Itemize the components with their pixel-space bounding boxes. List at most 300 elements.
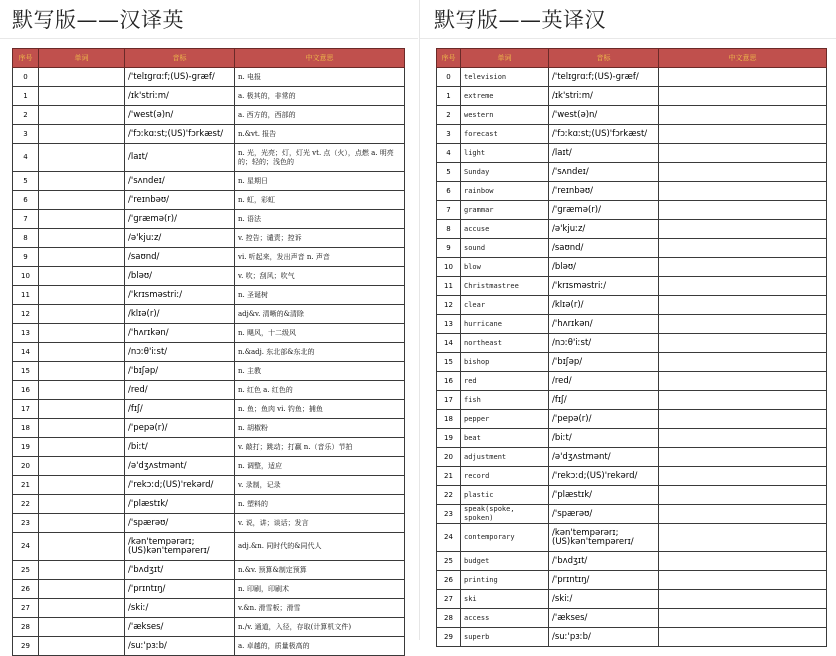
table-row <box>437 296 827 315</box>
word-cell <box>39 419 125 438</box>
word-cell <box>39 599 125 618</box>
index-cell: 11 <box>437 277 461 296</box>
word-cell: extreme <box>461 87 549 106</box>
word-cell <box>39 248 125 267</box>
phonetic-cell: /'sʌndeɪ/ <box>549 163 659 182</box>
table-row <box>437 239 827 258</box>
word-cell <box>39 87 125 106</box>
meaning-cell <box>659 220 827 239</box>
phonetic-cell: /'krɪsməstriː/ <box>549 277 659 296</box>
table-row <box>13 599 405 618</box>
table-row <box>437 448 827 467</box>
table-row <box>437 353 827 372</box>
index-cell: 25 <box>13 561 39 580</box>
index-cell: 23 <box>13 514 39 533</box>
index-cell: 2 <box>437 106 461 125</box>
table-row <box>437 258 827 277</box>
vocab-table <box>12 48 405 656</box>
table-row <box>13 381 405 400</box>
phonetic-cell: /'krɪsməstriː/ <box>125 286 235 305</box>
meaning-cell <box>659 125 827 144</box>
meaning-cell <box>659 258 827 277</box>
index-cell: 18 <box>13 419 39 438</box>
meaning-cell: adj.&n. 同时代的&同代人 <box>235 533 405 561</box>
table-row <box>437 429 827 448</box>
table-row <box>13 125 405 144</box>
meaning-cell: n.&v. 预算&制定预算 <box>235 561 405 580</box>
word-cell: forecast <box>461 125 549 144</box>
meaning-cell: v. 吹；刮风；吹气 <box>235 267 405 286</box>
phonetic-cell: /red/ <box>125 381 235 400</box>
word-cell <box>39 267 125 286</box>
meaning-cell <box>659 239 827 258</box>
index-cell: 7 <box>437 201 461 220</box>
word-cell: sound <box>461 239 549 258</box>
word-cell <box>39 561 125 580</box>
table-row <box>437 315 827 334</box>
word-cell: contemporary <box>461 524 549 552</box>
index-cell: 1 <box>437 87 461 106</box>
column-header: 单词 <box>39 49 125 68</box>
column-header: 序号 <box>13 49 39 68</box>
index-cell: 5 <box>13 172 39 191</box>
table-row <box>437 410 827 429</box>
meaning-cell <box>659 144 827 163</box>
meaning-cell <box>659 334 827 353</box>
phonetic-cell: /'west(ə)n/ <box>549 106 659 125</box>
phonetic-cell: /red/ <box>549 372 659 391</box>
column-header: 序号 <box>437 49 461 68</box>
index-cell: 25 <box>437 552 461 571</box>
phonetic-cell: /'bʌdʒɪt/ <box>125 561 235 580</box>
table-row <box>437 609 827 628</box>
column-header: 音标 <box>125 49 235 68</box>
meaning-cell: n. 圣诞树 <box>235 286 405 305</box>
index-cell: 12 <box>13 305 39 324</box>
index-cell: 0 <box>437 68 461 87</box>
meaning-cell: n. 印刷，印刷术 <box>235 580 405 599</box>
index-cell: 13 <box>13 324 39 343</box>
phonetic-cell: /laɪt/ <box>549 144 659 163</box>
table-row <box>13 637 405 656</box>
table-row <box>13 400 405 419</box>
meaning-cell <box>659 429 827 448</box>
phonetic-cell: /nɔːθ'iːst/ <box>549 334 659 353</box>
word-cell: adjustment <box>461 448 549 467</box>
word-cell <box>39 191 125 210</box>
index-cell: 6 <box>437 182 461 201</box>
meaning-cell: n. 电报 <box>235 68 405 87</box>
index-cell: 2 <box>13 106 39 125</box>
phonetic-cell: /'prɪntɪŋ/ <box>549 571 659 590</box>
word-cell <box>39 172 125 191</box>
word-cell: pepper <box>461 410 549 429</box>
meaning-cell <box>659 391 827 410</box>
index-cell: 26 <box>13 580 39 599</box>
meaning-cell <box>659 315 827 334</box>
phonetic-cell: /'reɪnbəʊ/ <box>549 182 659 201</box>
phonetic-cell: /ə'kjuːz/ <box>125 229 235 248</box>
word-cell <box>39 68 125 87</box>
meaning-cell: v. 说，讲；谈话；发言 <box>235 514 405 533</box>
table-row <box>437 144 827 163</box>
index-cell: 5 <box>437 163 461 182</box>
index-cell: 0 <box>13 68 39 87</box>
phonetic-cell: /ə'dʒʌstmənt/ <box>549 448 659 467</box>
meaning-cell: n.&adj. 东北部&东北的 <box>235 343 405 362</box>
table-row <box>13 106 405 125</box>
word-cell <box>39 229 125 248</box>
word-cell: light <box>461 144 549 163</box>
meaning-cell <box>659 571 827 590</box>
phonetic-cell: /'fɔːkɑːst;(US)'fɔrkæst/ <box>549 125 659 144</box>
meaning-cell <box>659 353 827 372</box>
table-row <box>13 580 405 599</box>
meaning-cell <box>659 628 827 647</box>
meaning-cell: v.&n. 滑雪板；滑雪 <box>235 599 405 618</box>
table-row <box>13 87 405 106</box>
index-cell: 6 <box>13 191 39 210</box>
meaning-cell: a. 极其的，非常的 <box>235 87 405 106</box>
table-row <box>13 324 405 343</box>
table-row <box>13 248 405 267</box>
table-row <box>437 201 827 220</box>
index-cell: 14 <box>437 334 461 353</box>
column-header: 中文意思 <box>235 49 405 68</box>
meaning-cell: adj&v. 清晰的&清除 <box>235 305 405 324</box>
phonetic-cell: /saʊnd/ <box>125 248 235 267</box>
meaning-cell <box>659 410 827 429</box>
table-row <box>13 305 405 324</box>
index-cell: 27 <box>437 590 461 609</box>
meaning-cell <box>659 448 827 467</box>
meaning-cell <box>659 182 827 201</box>
word-cell <box>39 305 125 324</box>
meaning-cell: n. 语法 <box>235 210 405 229</box>
meaning-cell <box>659 372 827 391</box>
index-cell: 12 <box>437 296 461 315</box>
index-cell: 20 <box>13 457 39 476</box>
table-row <box>13 362 405 381</box>
phonetic-cell: /kən'tempərərɪ;(US)kən'tempərerɪ/ <box>549 524 659 552</box>
meaning-cell <box>659 486 827 505</box>
table-row <box>13 210 405 229</box>
phonetic-cell: /'hʌrɪkən/ <box>125 324 235 343</box>
phonetic-cell: /fɪʃ/ <box>125 400 235 419</box>
index-cell: 11 <box>13 286 39 305</box>
table-row <box>437 628 827 647</box>
phonetic-cell: /'west(ə)n/ <box>125 106 235 125</box>
table-row <box>437 391 827 410</box>
meaning-cell <box>659 524 827 552</box>
meaning-cell: n. 虹，彩虹 <box>235 191 405 210</box>
phonetic-cell: /'plæstɪk/ <box>125 495 235 514</box>
table-row <box>437 334 827 353</box>
word-cell <box>39 495 125 514</box>
phonetic-cell: /fɪʃ/ <box>549 391 659 410</box>
word-cell: Sunday <box>461 163 549 182</box>
index-cell: 9 <box>437 239 461 258</box>
meaning-cell: vi. 听起来，发出声音 n. 声音 <box>235 248 405 267</box>
word-cell: bishop <box>461 353 549 372</box>
meaning-cell: n. 光，光亮；灯，灯光 vt. 点（火），点燃 a. 明亮的；轻的；浅色的 <box>235 144 405 172</box>
word-cell: hurricane <box>461 315 549 334</box>
index-cell: 9 <box>13 248 39 267</box>
meaning-cell <box>659 163 827 182</box>
phonetic-cell: /suː'pɜːb/ <box>549 628 659 647</box>
table-row <box>13 561 405 580</box>
meaning-cell: a. 卓越的，质量极高的 <box>235 637 405 656</box>
phonetic-cell: /kən'tempərərɪ;(US)kən'tempərerɪ/ <box>125 533 235 561</box>
meaning-cell <box>659 552 827 571</box>
table-row <box>13 476 405 495</box>
title-divider <box>420 38 836 39</box>
word-cell: Christmastree <box>461 277 549 296</box>
word-cell: rainbow <box>461 182 549 201</box>
vocab-table <box>436 48 827 647</box>
index-cell: 29 <box>13 637 39 656</box>
word-cell <box>39 106 125 125</box>
phonetic-cell: /klɪə(r)/ <box>549 296 659 315</box>
table-row <box>437 505 827 524</box>
meaning-cell <box>659 68 827 87</box>
index-cell: 22 <box>13 495 39 514</box>
phonetic-cell: /'hʌrɪkən/ <box>549 315 659 334</box>
index-cell: 4 <box>13 144 39 172</box>
word-cell: beat <box>461 429 549 448</box>
index-cell: 13 <box>437 315 461 334</box>
table-row <box>437 87 827 106</box>
word-cell: printing <box>461 571 549 590</box>
phonetic-cell: /saʊnd/ <box>549 239 659 258</box>
index-cell: 21 <box>437 467 461 486</box>
table-row <box>13 144 405 172</box>
phonetic-cell: /'sʌndeɪ/ <box>125 172 235 191</box>
meaning-cell <box>659 201 827 220</box>
meaning-cell: n. 调整，适应 <box>235 457 405 476</box>
index-cell: 22 <box>437 486 461 505</box>
table-row <box>13 191 405 210</box>
table-row <box>13 618 405 637</box>
meaning-cell <box>659 277 827 296</box>
phonetic-cell: /'bʌdʒɪt/ <box>549 552 659 571</box>
meaning-cell: v. 敲打；跳动；打赢 n.（音乐）节拍 <box>235 438 405 457</box>
phonetic-cell: /ɪk'striːm/ <box>549 87 659 106</box>
phonetic-cell: /klɪə(r)/ <box>125 305 235 324</box>
table-row <box>437 277 827 296</box>
table-row <box>13 229 405 248</box>
meaning-cell: n. 主教 <box>235 362 405 381</box>
meaning-cell: n. 鱼；鱼肉 vi. 钓鱼；捕鱼 <box>235 400 405 419</box>
index-cell: 16 <box>437 372 461 391</box>
phonetic-cell: /'bɪʃəp/ <box>125 362 235 381</box>
column-header: 单词 <box>461 49 549 68</box>
table-row <box>13 419 405 438</box>
index-cell: 19 <box>437 429 461 448</box>
meaning-cell: n./v. 通道，入径，存取(计算机文件) <box>235 618 405 637</box>
index-cell: 14 <box>13 343 39 362</box>
index-cell: 15 <box>437 353 461 372</box>
meaning-cell <box>659 609 827 628</box>
phonetic-cell: /'plæstɪk/ <box>549 486 659 505</box>
meaning-cell: n. 星期日 <box>235 172 405 191</box>
index-cell: 28 <box>437 609 461 628</box>
table-row <box>437 220 827 239</box>
index-cell: 17 <box>13 400 39 419</box>
phonetic-cell: /'ækses/ <box>125 618 235 637</box>
phonetic-cell: /bləʊ/ <box>549 258 659 277</box>
word-cell: television <box>461 68 549 87</box>
phonetic-cell: /skiː/ <box>549 590 659 609</box>
word-cell <box>39 457 125 476</box>
meaning-cell: n. 红色 a. 红色的 <box>235 381 405 400</box>
word-cell: access <box>461 609 549 628</box>
phonetic-cell: /laɪt/ <box>125 144 235 172</box>
index-cell: 18 <box>437 410 461 429</box>
phonetic-cell: /'ɡræmə(r)/ <box>549 201 659 220</box>
meaning-cell <box>659 296 827 315</box>
phonetic-cell: /'rekɔːd;(US)'rekərd/ <box>125 476 235 495</box>
table-row <box>13 514 405 533</box>
index-cell: 8 <box>13 229 39 248</box>
table-row <box>437 125 827 144</box>
table-row <box>13 533 405 561</box>
meaning-cell <box>659 106 827 125</box>
word-cell <box>39 362 125 381</box>
index-cell: 21 <box>13 476 39 495</box>
index-cell: 29 <box>437 628 461 647</box>
phonetic-cell: /'reɪnbəʊ/ <box>125 191 235 210</box>
word-cell: grammar <box>461 201 549 220</box>
table-row <box>437 486 827 505</box>
table-row <box>437 571 827 590</box>
meaning-cell <box>659 467 827 486</box>
word-cell: fish <box>461 391 549 410</box>
word-cell: record <box>461 467 549 486</box>
word-cell: red <box>461 372 549 391</box>
meaning-cell: n. 塑料的 <box>235 495 405 514</box>
index-cell: 15 <box>13 362 39 381</box>
index-cell: 24 <box>13 533 39 561</box>
table-row <box>13 68 405 87</box>
word-cell <box>39 580 125 599</box>
index-cell: 4 <box>437 144 461 163</box>
word-cell: superb <box>461 628 549 647</box>
meaning-cell: v. 控告；谴责；控诉 <box>235 229 405 248</box>
column-header: 中文意思 <box>659 49 827 68</box>
word-cell: ski <box>461 590 549 609</box>
meaning-cell: n. 飓风，十二级风 <box>235 324 405 343</box>
word-cell <box>39 381 125 400</box>
index-cell: 7 <box>13 210 39 229</box>
index-cell: 26 <box>437 571 461 590</box>
page-title: 默写版——汉译英 <box>12 8 184 32</box>
table-row <box>13 286 405 305</box>
table-row <box>437 524 827 552</box>
chinese-to-english-panel <box>0 0 418 651</box>
phonetic-cell: /'prɪntɪŋ/ <box>125 580 235 599</box>
meaning-cell: n.&vt. 报告 <box>235 125 405 144</box>
meaning-cell: n. 胡椒粉 <box>235 419 405 438</box>
english-to-chinese-panel <box>420 0 836 640</box>
phonetic-cell: /ɪk'striːm/ <box>125 87 235 106</box>
phonetic-cell: /'ækses/ <box>549 609 659 628</box>
phonetic-cell: /'spærəʊ/ <box>125 514 235 533</box>
word-cell: western <box>461 106 549 125</box>
title-divider <box>0 38 418 39</box>
word-cell <box>39 533 125 561</box>
table-row <box>13 343 405 362</box>
table-row <box>13 495 405 514</box>
word-cell <box>39 144 125 172</box>
table-header-row <box>13 49 405 68</box>
word-cell <box>39 514 125 533</box>
phonetic-cell: /'fɔːkɑːst;(US)'fɔrkæst/ <box>125 125 235 144</box>
table-row <box>437 372 827 391</box>
word-cell: plastic <box>461 486 549 505</box>
meaning-cell <box>659 590 827 609</box>
phonetic-cell: /'rekɔːd;(US)'rekərd/ <box>549 467 659 486</box>
phonetic-cell: /'telɪɡrɑːf;(US)-ɡræf/ <box>125 68 235 87</box>
phonetic-cell: /biːt/ <box>549 429 659 448</box>
table-row <box>13 267 405 286</box>
word-cell <box>39 438 125 457</box>
phonetic-cell: /ə'dʒʌstmənt/ <box>125 457 235 476</box>
word-cell: budget <box>461 552 549 571</box>
index-cell: 1 <box>13 87 39 106</box>
table-row <box>437 68 827 87</box>
phonetic-cell: /'pepə(r)/ <box>549 410 659 429</box>
table-row <box>437 590 827 609</box>
word-cell <box>39 125 125 144</box>
word-cell <box>39 400 125 419</box>
word-cell <box>39 286 125 305</box>
word-cell: northeast <box>461 334 549 353</box>
page-title: 默写版——英译汉 <box>434 8 606 32</box>
index-cell: 23 <box>437 505 461 524</box>
word-cell <box>39 324 125 343</box>
index-cell: 10 <box>437 258 461 277</box>
index-cell: 19 <box>13 438 39 457</box>
word-cell: blow <box>461 258 549 277</box>
phonetic-cell: /bləʊ/ <box>125 267 235 286</box>
table-row <box>437 106 827 125</box>
table-row <box>437 182 827 201</box>
index-cell: 3 <box>437 125 461 144</box>
phonetic-cell: /'bɪʃəp/ <box>549 353 659 372</box>
index-cell: 27 <box>13 599 39 618</box>
word-cell <box>39 476 125 495</box>
phonetic-cell: /'spærəʊ/ <box>549 505 659 524</box>
phonetic-cell: /ə'kjuːz/ <box>549 220 659 239</box>
word-cell <box>39 637 125 656</box>
table-header-row <box>437 49 827 68</box>
index-cell: 24 <box>437 524 461 552</box>
index-cell: 20 <box>437 448 461 467</box>
table-row <box>437 552 827 571</box>
phonetic-cell: /suː'pɜːb/ <box>125 637 235 656</box>
word-cell: speak(spoke, spoken) <box>461 505 549 524</box>
phonetic-cell: /'telɪɡrɑːf;(US)-ɡræf/ <box>549 68 659 87</box>
index-cell: 16 <box>13 381 39 400</box>
table-row <box>13 457 405 476</box>
meaning-cell: a. 西方的，西部的 <box>235 106 405 125</box>
phonetic-cell: /nɔːθ'iːst/ <box>125 343 235 362</box>
index-cell: 10 <box>13 267 39 286</box>
column-header: 音标 <box>549 49 659 68</box>
phonetic-cell: /skiː/ <box>125 599 235 618</box>
phonetic-cell: /'pepə(r)/ <box>125 419 235 438</box>
